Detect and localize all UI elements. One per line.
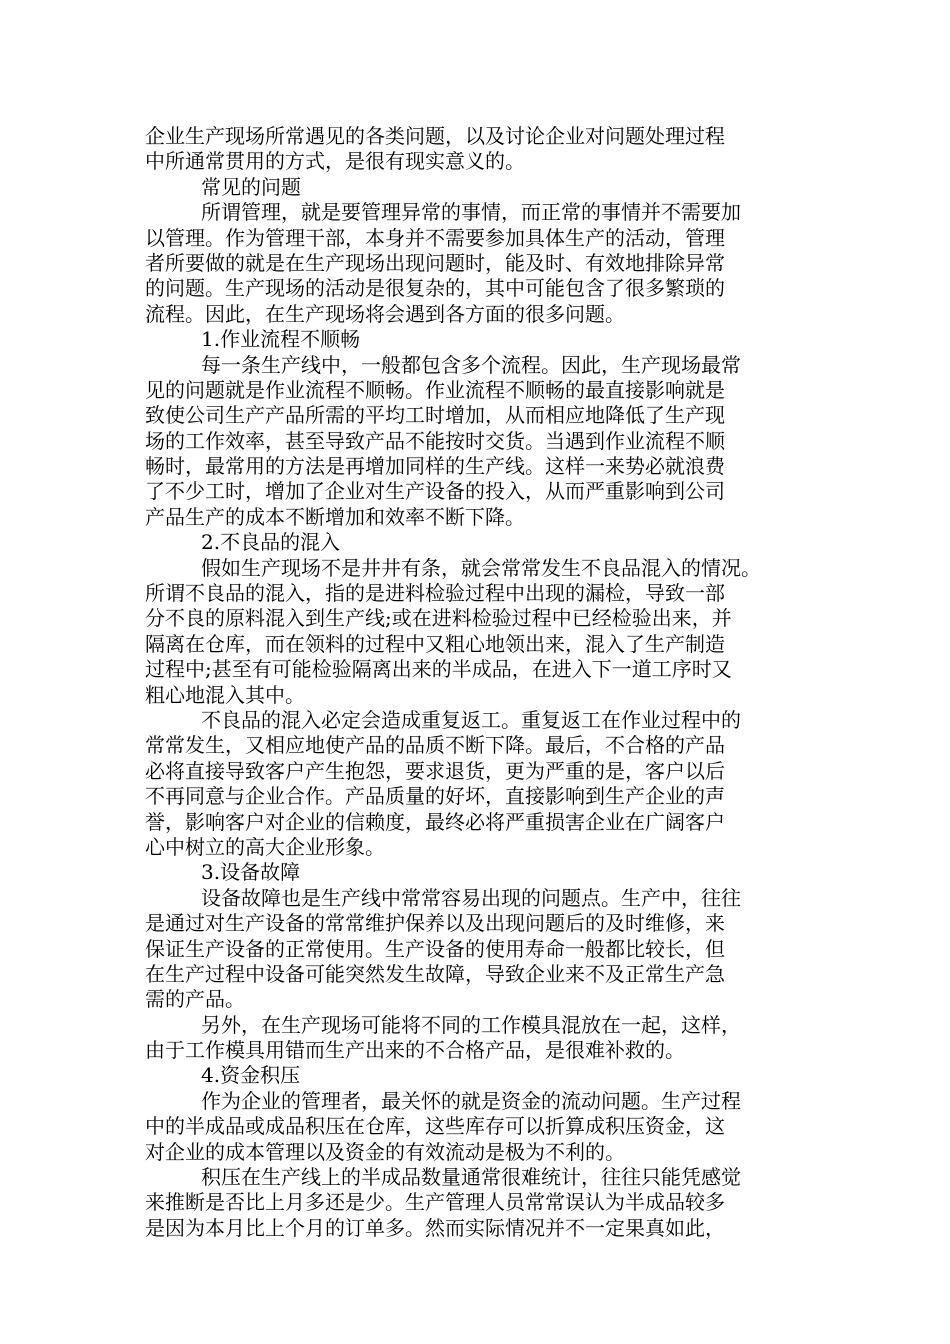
text-line: 以管理。作为管理干部，本身并不需要参加具体生产的活动，管理 <box>145 225 725 250</box>
text-line: 中的半成品或成品积压在仓库，这些库存可以折算成积压资金，这 <box>145 1114 725 1139</box>
text-line: 过程中;甚至有可能检验隔离出来的半成品，在进入下一道工序时又 <box>145 657 732 682</box>
text-line: 所谓不良品的混入，指的是进料检验过程中出现的漏检，导致一部 <box>145 581 725 606</box>
text-line: 4.资金积压 <box>201 1063 301 1088</box>
text-line: 隔离在仓库，而在领料的过程中又粗心地领出来，混入了生产制造 <box>145 631 725 656</box>
text-line: 者所要做的就是在生产现场出现问题时，能及时、有效地排除异常 <box>145 250 725 275</box>
text-line: 企业生产现场所常遇见的各类问题，以及讨论企业对问题处理过程 <box>145 124 725 148</box>
text-line: 假如生产现场不是井井有条，就会常常发生不良品混入的情况。 <box>201 555 761 580</box>
text-line: 设备故障也是生产线中常常容易出现的问题点。生产中，往往 <box>201 885 741 910</box>
text-line: 3.设备故障 <box>201 860 301 885</box>
text-line: 必将直接导致客户产生抱怨，要求退货，更为严重的是，客户以后 <box>145 758 725 783</box>
text-line: 了不少工时，增加了企业对生产设备的投入，从而严重影响到公司 <box>145 479 725 504</box>
text-line: 分不良的原料混入到生产线;或在进料检验过程中已经检验出来，并 <box>145 606 732 631</box>
text-line: 每一条生产线中，一般都包含多个流程。因此，生产现场最常 <box>201 352 741 377</box>
text-line: 所谓管理，就是要管理异常的事情，而正常的事情并不需要加 <box>201 200 741 225</box>
text-line: 是通过对生产设备的常常维护保养以及出现问题后的及时维修，来 <box>145 911 725 936</box>
text-line: 2.不良品的混入 <box>201 530 341 555</box>
text-line: 流程。因此，在生产现场将会遇到各方面的很多问题。 <box>145 301 625 326</box>
text-line: 场的工作效率，甚至导致产品不能按时交货。当遇到作业流程不顺 <box>145 428 725 453</box>
text-line: 积压在生产线上的半成品数量通常很难统计，往往只能凭感觉 <box>201 1165 741 1190</box>
text-line: 的问题。生产现场的活动是很复杂的，其中可能包含了很多繁琐的 <box>145 276 725 301</box>
text-line: 粗心地混入其中。 <box>145 682 305 707</box>
text-line: 常常发生，又相应地使产品的品质不断下降。最后，不合格的产品 <box>145 733 725 758</box>
text-line: 不良品的混入必定会造成重复返工。重复返工在作业过程中的 <box>201 707 741 732</box>
document-body <box>145 124 811 1241</box>
text-line: 常见的问题 <box>201 174 301 199</box>
text-line: 由于工作模具用错而生产出来的不合格产品，是很难补救的。 <box>145 1038 685 1063</box>
text-line: 中所通常贯用的方式，是很有现实意义的。 <box>145 149 525 174</box>
text-line: 另外，在生产现场可能将不同的工作模具混放在一起，这样， <box>201 1012 741 1037</box>
text-line: 致使公司生产产品所需的平均工时增加，从而相应地降低了生产现 <box>145 403 725 428</box>
text-line: 来推断是否比上月多还是少。生产管理人员常常误认为半成品较多 <box>145 1190 725 1215</box>
text-line: 保证生产设备的正常使用。生产设备的使用寿命一般都比较长，但 <box>145 936 725 961</box>
text-line: 对企业的成本管理以及资金的有效流动是极为不利的。 <box>145 1139 625 1164</box>
text-line: 作为企业的管理者，最关怀的就是资金的流动问题。生产过程 <box>201 1088 741 1113</box>
text-line: 不再同意与企业合作。产品质量的好坏，直接影响到生产企业的声 <box>145 784 725 809</box>
text-line: 在生产过程中设备可能突然发生故障，导致企业来不及正常生产急 <box>145 961 725 986</box>
text-line: 见的问题就是作业流程不顺畅。作业流程不顺畅的最直接影响就是 <box>145 377 725 402</box>
text-line: 誉，影响客户对企业的信赖度，最终必将严重损害企业在广阔客户 <box>145 809 725 834</box>
text-line: 产品生产的成本不断增加和效率不断下降。 <box>145 504 525 529</box>
text-line: 心中树立的高大企业形象。 <box>145 834 385 859</box>
text-line: 畅时，最常用的方法是再增加同样的生产线。这样一来势必就浪费 <box>145 454 725 479</box>
text-line: 1.作业流程不顺畅 <box>201 327 361 352</box>
text-line: 是因为本月比上个月的订单多。然而实际情况并不一定果真如此， <box>145 1215 725 1240</box>
text-line: 需的产品。 <box>145 987 245 1012</box>
